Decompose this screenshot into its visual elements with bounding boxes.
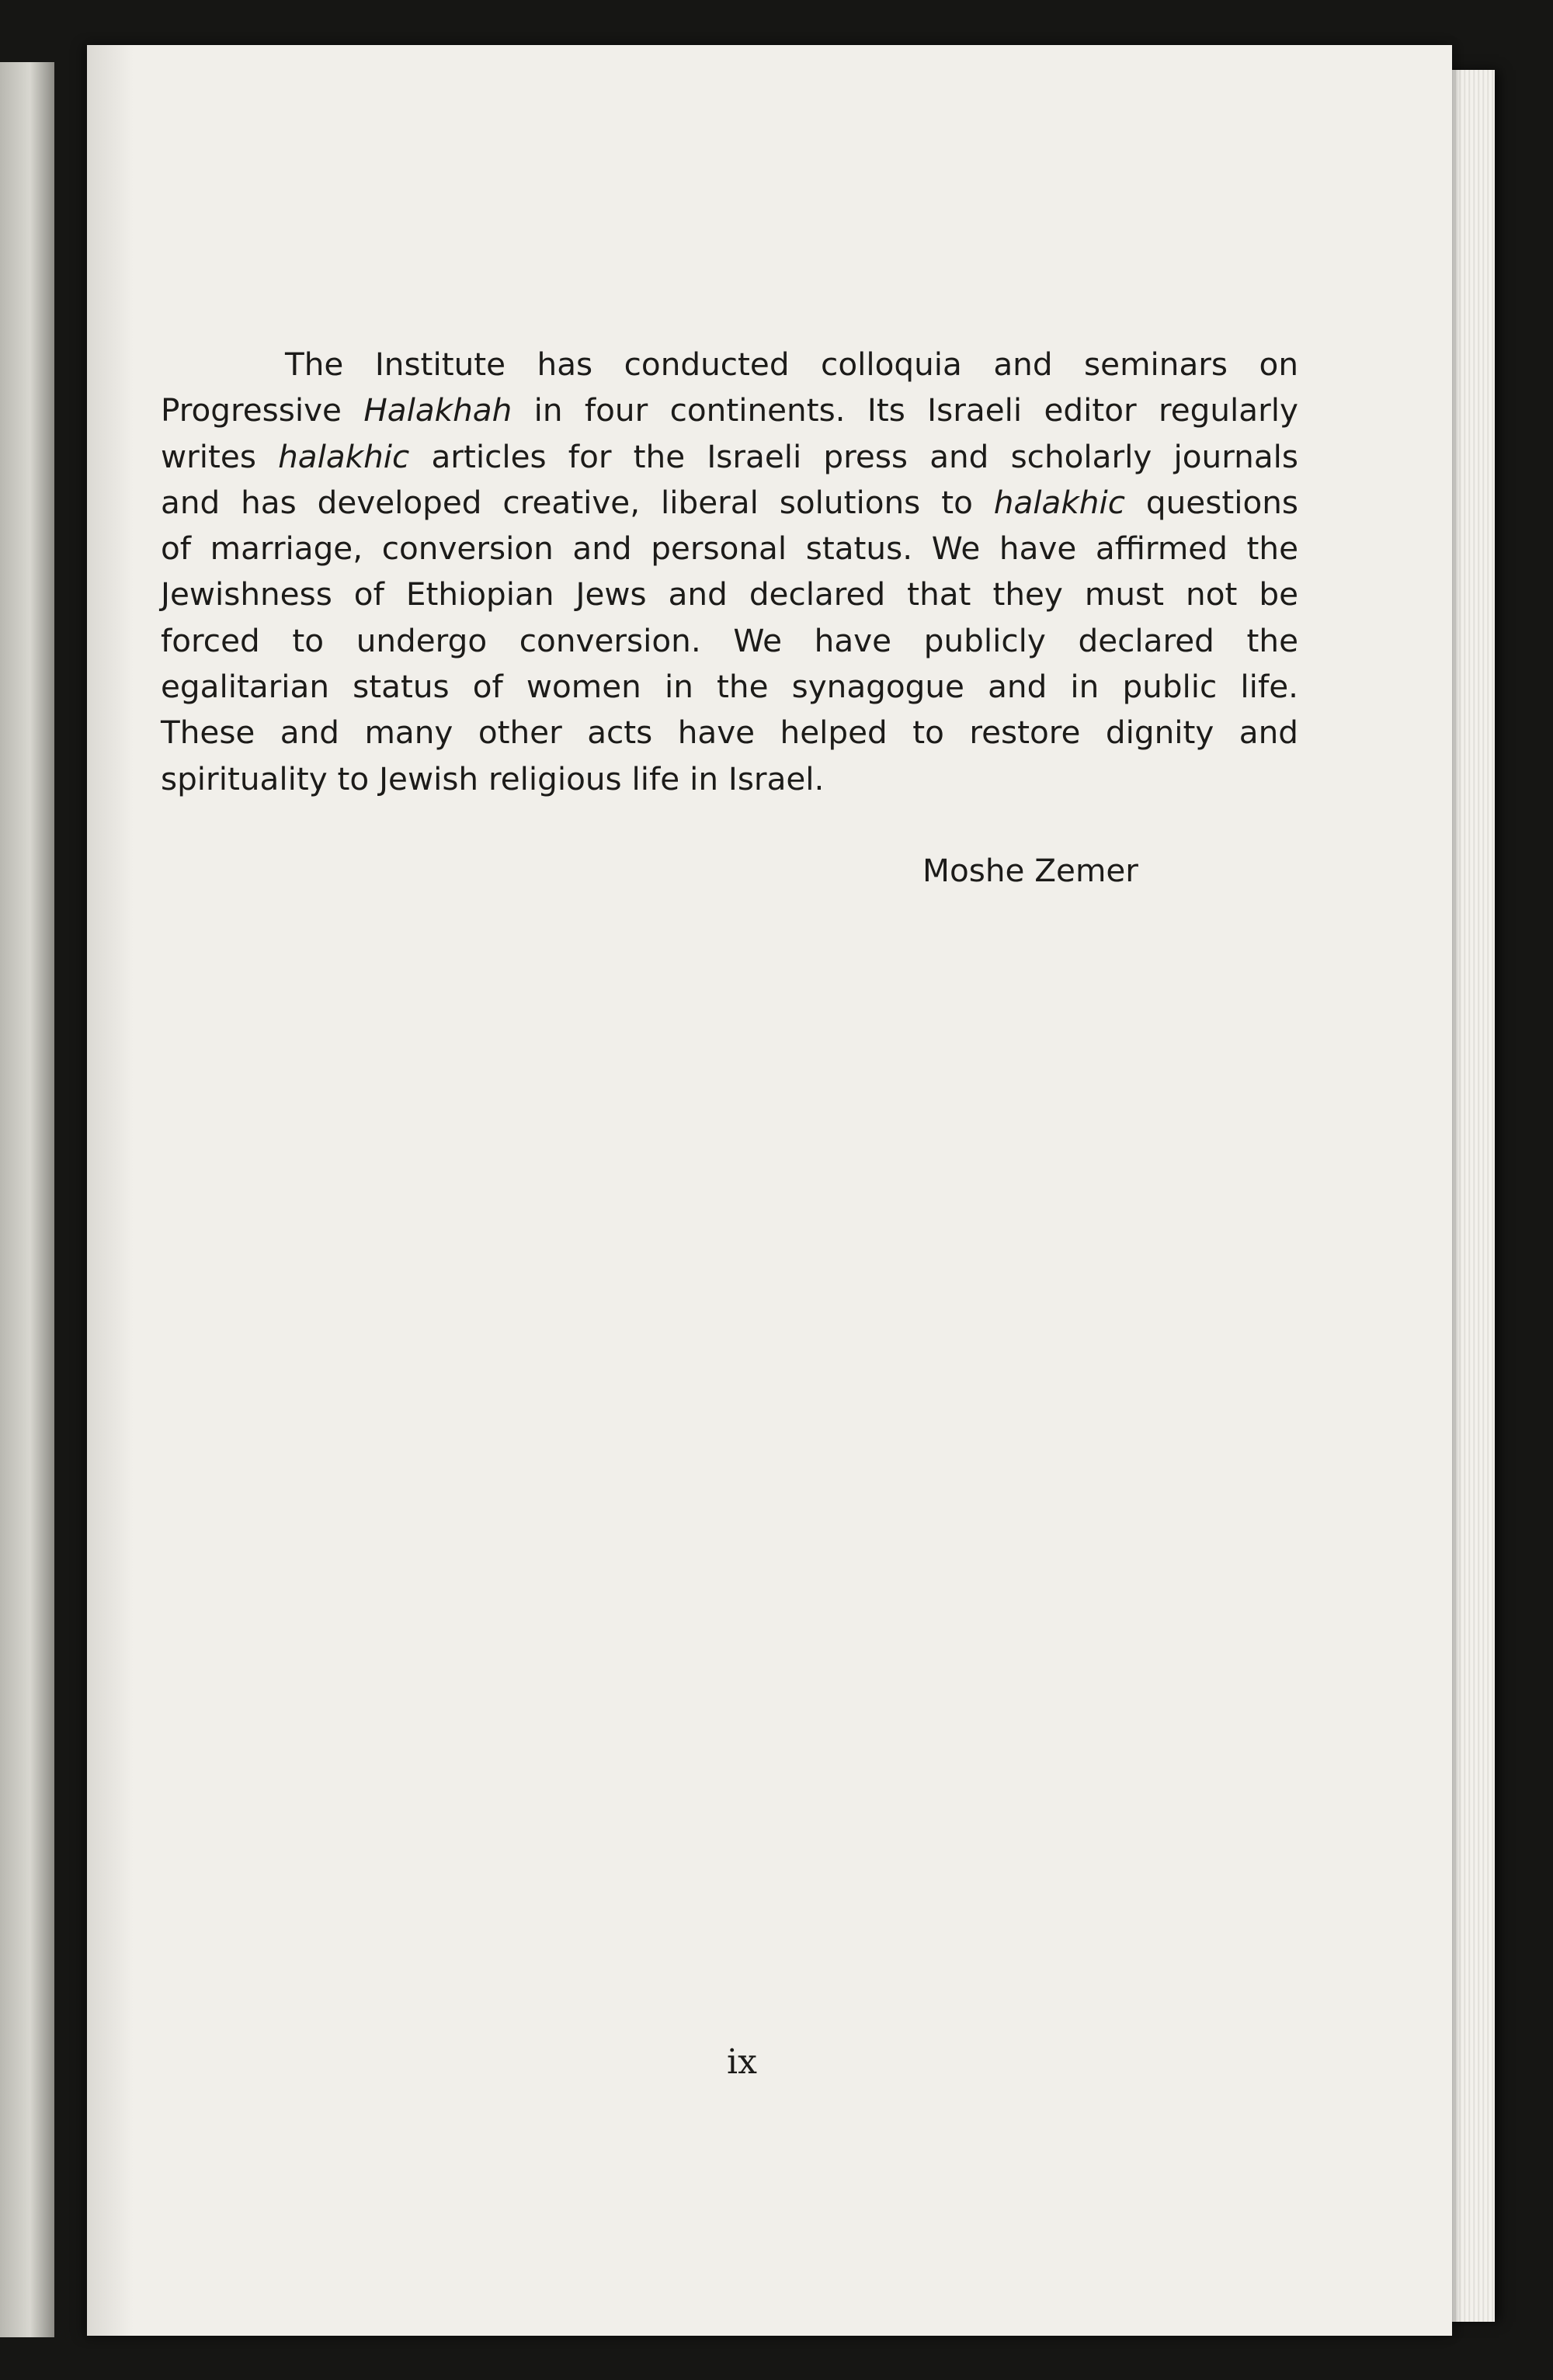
facing-page-edge [0, 62, 54, 2337]
paragraph-line [161, 710, 1298, 756]
text-segment: The Institute has conducted colloquia and seminars on [285, 346, 1298, 383]
paragraph-line [161, 572, 1298, 617]
paragraph-line [161, 387, 1298, 433]
paragraph-line [161, 664, 1298, 710]
page-number: ix [727, 2042, 757, 2082]
paragraph-line [161, 618, 1298, 664]
body-paragraph [161, 342, 1298, 802]
italic-term: halakhic [993, 483, 1125, 521]
author-signature: Moshe Zemer [922, 852, 1138, 889]
paragraph-line [161, 526, 1298, 572]
text-segment: and has developed creative, liberal solutions to [161, 483, 994, 521]
text-segment: Jewishness of Ethiopian Jews and declared that they must not be [161, 575, 1298, 613]
text-segment: forced to undergo conversion. We have publicly declared the [161, 621, 1298, 659]
text-segment: spirituality to Jewish religious life in Israel. [161, 759, 825, 797]
paragraph-line [161, 756, 1298, 802]
bleed-through-text [335, 884, 1423, 930]
text-segment: articles for the Israeli press and scholarly journals [409, 437, 1298, 475]
italic-term: halakhic [278, 437, 410, 475]
text-segment: of marriage, conversion and personal status. We have affirmed the [161, 530, 1298, 568]
text-segment: egalitarian status of women in the synagogue and in public life. [161, 668, 1298, 706]
text-segment: These and many other acts have helped to restore dignity and [161, 714, 1298, 752]
paragraph-line [161, 342, 1298, 387]
paragraph-line [161, 480, 1298, 526]
text-segment: writes [161, 437, 279, 475]
text-segment: questions [1125, 483, 1298, 521]
text-segment: Progressive [161, 391, 364, 429]
paragraph-line [161, 434, 1298, 480]
text-segment: in four continents. Its Israeli editor regularly [512, 391, 1298, 429]
italic-term: Halakhah [363, 391, 512, 429]
